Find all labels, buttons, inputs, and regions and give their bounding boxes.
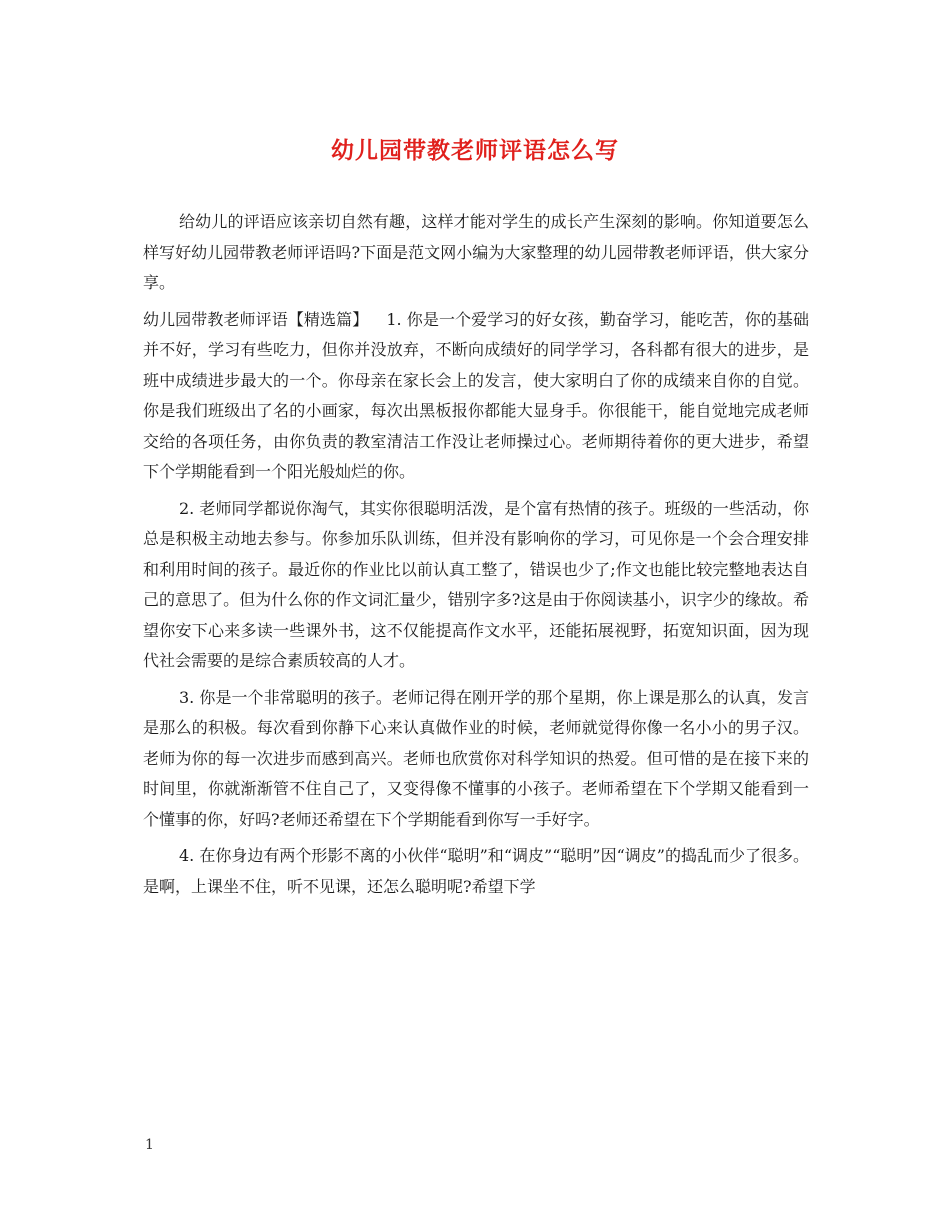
comment-item-4: 4. 在你身边有两个形影不离的小伙伴“聪明”和“调皮”“聪明”因“调皮”的捣乱而少了很多。是啊，上课坐不住，听不见课，还怎么聪明呢?希望下学 xyxy=(143,846,809,896)
document-body xyxy=(143,207,809,908)
comment-item-3: 3. 你是一个非常聪明的孩子。老师记得在刚开学的那个星期，你上课是那么的认真，发言是那么的积极。每次看到你静下心来认真做作业的时候，老师就觉得你像一名小小的男子汉。老师为你的每一次进步而感到高兴。老师也欣赏你对科学知识的热爱。但可惜的是在接下来的时间里，你就渐渐管不住自己了，又变得像不懂事的小孩子。老师希望在下个学期又能看到一个懂事的你，好吗?老师还希望在下个学期能看到你写一手好字。 xyxy=(143,687,809,829)
intro-paragraph: 给幼儿的评语应该亲切自然有趣，这样才能对学生的成长产生深刻的影响。你知道要怎么样写好幼儿园带教老师评语吗?下面是范文网小编为大家整理的幼儿园带教老师评语，供大家分享。 xyxy=(143,212,809,292)
section-paragraph-1 xyxy=(143,305,809,488)
comment-item-2: 2. 老师同学都说你淘气，其实你很聪明活泼，是个富有热情的孩子。班级的一些活动，你总是积极主动地去参与。你参加乐队训练，但并没有影响你的学习，可见你是一个会合理安排和利用时间的孩子。最近你的作业比以前认真工整了，错误也少了;作文也能比较完整地表达自己的意思了。但为什么你的作文词汇量少，错别字多?这是由于你阅读基小，识字少的缘故。希望你安下心来多读一些课外书，这不仅能提高作文水平，还能拓展视野，拓宽知识面，因为现代社会需要的是综合素质较高的人才。 xyxy=(143,498,809,670)
comment-item-1: 1. 你是一个爱学习的好女孩，勤奋学习，能吃苦，你的基础并不好，学习有些吃力，但你并没放弃，不断向成绩好的同学学习，各科都有很大的进步，是班中成绩进步最大的一个。你母亲在家长会上的发言，使大家明白了你的成绩来自你的自觉。你是我们班级出了名的小画家，每次出黑板报你都能大显身手。你很能干，能自觉地完成老师交给的各项任务，由你负责的教室清洁工作没让老师操过心。老师期待着你的更大进步，希望下个学期能看到一个阳光般灿烂的你。 xyxy=(143,309,809,481)
section-label: 幼儿园带教老师评语【精选篇】 xyxy=(143,309,369,329)
page-number: 1 xyxy=(145,1137,154,1153)
document-title: 幼儿园带教老师评语怎么写 xyxy=(331,137,619,164)
